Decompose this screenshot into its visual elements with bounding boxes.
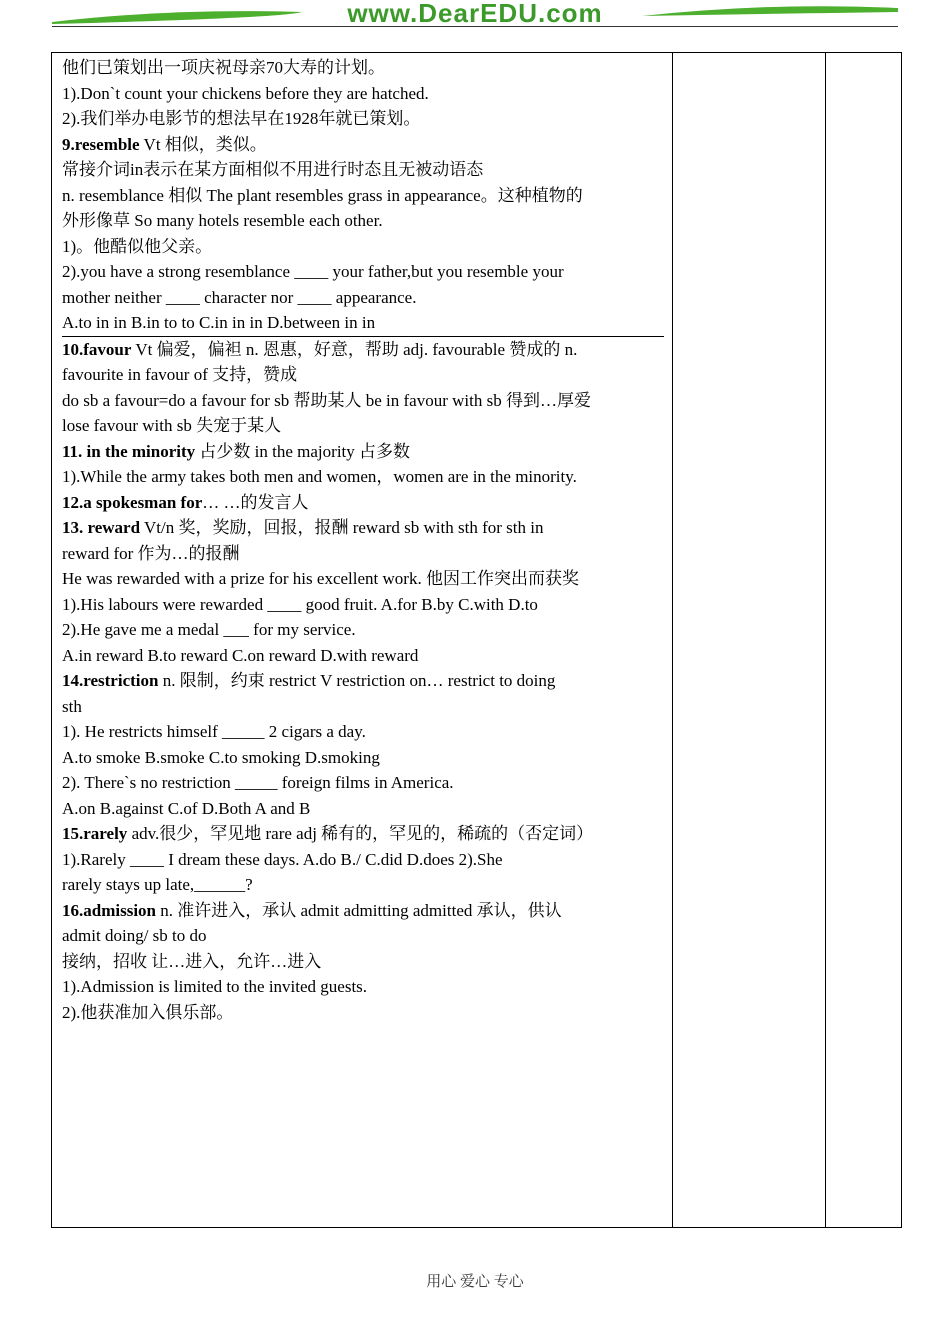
text-line: 2).他获准加入俱乐部。	[62, 1002, 234, 1022]
column-divider-2	[825, 53, 826, 1227]
text-line: 1).His labours were rewarded ____ good fruit. A.for B.by C.with D.to	[62, 594, 538, 614]
vocab-definition: Vt 偏爱，偏袒 n. 恩惠，好意，帮助 adj. favourable 赞成的 n.	[131, 339, 578, 359]
vocab-heading: 14.restriction	[62, 671, 159, 690]
text-line: n. resemblance 相似 The plant resembles grass in appearance。这种植物的	[62, 185, 583, 205]
vocab-heading: 15.rarely	[62, 824, 128, 843]
text-line: reward for 作为…的报酬	[62, 543, 240, 563]
vocab-heading: 10.favour	[62, 339, 132, 359]
text-line	[62, 439, 664, 465]
text-line: 1).Don`t count your chickens before they are hatched.	[62, 83, 429, 103]
text-line: 1).While the army takes both men and women，women are in the minority.	[62, 467, 577, 486]
text-line	[62, 337, 664, 363]
vocab-heading: 9.resemble	[62, 134, 140, 154]
lesson-notes	[62, 55, 664, 1025]
text-line: mother neither ____ character nor ____ appearance.	[62, 287, 417, 307]
text-line: A.to in in B.in to to C.in in in D.between in in	[62, 310, 664, 337]
vocab-heading: 11. in the minority	[62, 441, 196, 461]
page-footer: 用心 爱心 专心	[426, 1274, 524, 1290]
text-line: do sb a favour=do a favour for sb 帮助某人 be in favour with sb 得到…厚爱	[62, 390, 591, 410]
text-line: 接纳，招收 让…进入，允许…进入	[62, 951, 322, 971]
vocab-definition: Vt 相似，类似。	[139, 134, 267, 154]
vocab-definition: adv.很少，罕见地 rare adj 稀有的，罕见的，稀疏的（否定词）	[127, 824, 594, 843]
text-line: 2).我们举办电影节的想法早在1928年就已策划。	[62, 109, 421, 128]
text-line: A.on B.against C.of D.Both A and B	[62, 798, 311, 818]
text-line: 外形像草 So many hotels resemble each other.	[62, 211, 383, 230]
text-line: 2).He gave me a medal ___ for my service.	[62, 620, 356, 639]
vocab-heading: 13. reward	[62, 518, 141, 537]
text-line: 他们已策划出一项庆祝母亲70大寿的计划。	[62, 58, 385, 77]
text-line: A.in reward B.to reward C.on reward D.with reward	[62, 645, 419, 665]
text-line: He was rewarded with a prize for his excellent work. 他因工作突出而获奖	[62, 569, 579, 588]
text-line	[62, 132, 664, 158]
content-table	[51, 52, 902, 1228]
text-line: admit doing/ sb to do	[62, 926, 207, 945]
text-line: favourite in favour of 支持，赞成	[62, 365, 298, 384]
site-title: www.DearEDU.com	[347, 0, 603, 28]
text-line	[62, 515, 664, 541]
text-line	[62, 821, 664, 847]
text-line: 1). He restricts himself _____ 2 cigars a day.	[62, 722, 366, 741]
text-line: A.to smoke B.smoke C.to smoking D.smoking	[62, 747, 380, 767]
text-line	[62, 668, 664, 694]
vocab-definition: … …的发言人	[202, 492, 309, 512]
text-line	[62, 490, 664, 516]
text-line: sth	[62, 696, 82, 716]
text-line: 1)。他酷似他父亲。	[62, 236, 213, 256]
text-line: rarely stays up late,______?	[62, 875, 253, 894]
text-line	[62, 898, 664, 924]
text-line: lose favour with sb 失宠于某人	[62, 416, 282, 435]
vocab-definition: n. 准许进入，承认 admit admitting admitted 承认，供认	[156, 900, 562, 920]
text-line: 2). There`s no restriction _____ foreign films in America.	[62, 773, 454, 792]
vocab-heading: 16.admission	[62, 900, 156, 920]
text-line: 2).you have a strong resemblance ____ your father,but you resemble your	[62, 262, 564, 281]
column-divider-1	[672, 53, 673, 1227]
text-line: 1).Rarely ____ I dream these days. A.do B./ C.did D.does 2).She	[62, 849, 503, 869]
vocab-definition: Vt/n 奖，奖励，回报，报酬 reward sb with sth for sth in	[140, 518, 544, 537]
vocab-definition: n. 限制，约束 restrict V restriction on… restrict to doing	[158, 671, 556, 690]
vocab-definition: 占少数 in the majority 占多数	[195, 441, 411, 461]
vocab-heading: 12.a spokesman for	[62, 492, 203, 512]
text-line: 1).Admission is limited to the invited guests.	[62, 977, 368, 996]
text-line: 常接介词in表示在某方面相似不用进行时态且无被动语态	[62, 160, 484, 179]
header-rule	[52, 26, 898, 27]
